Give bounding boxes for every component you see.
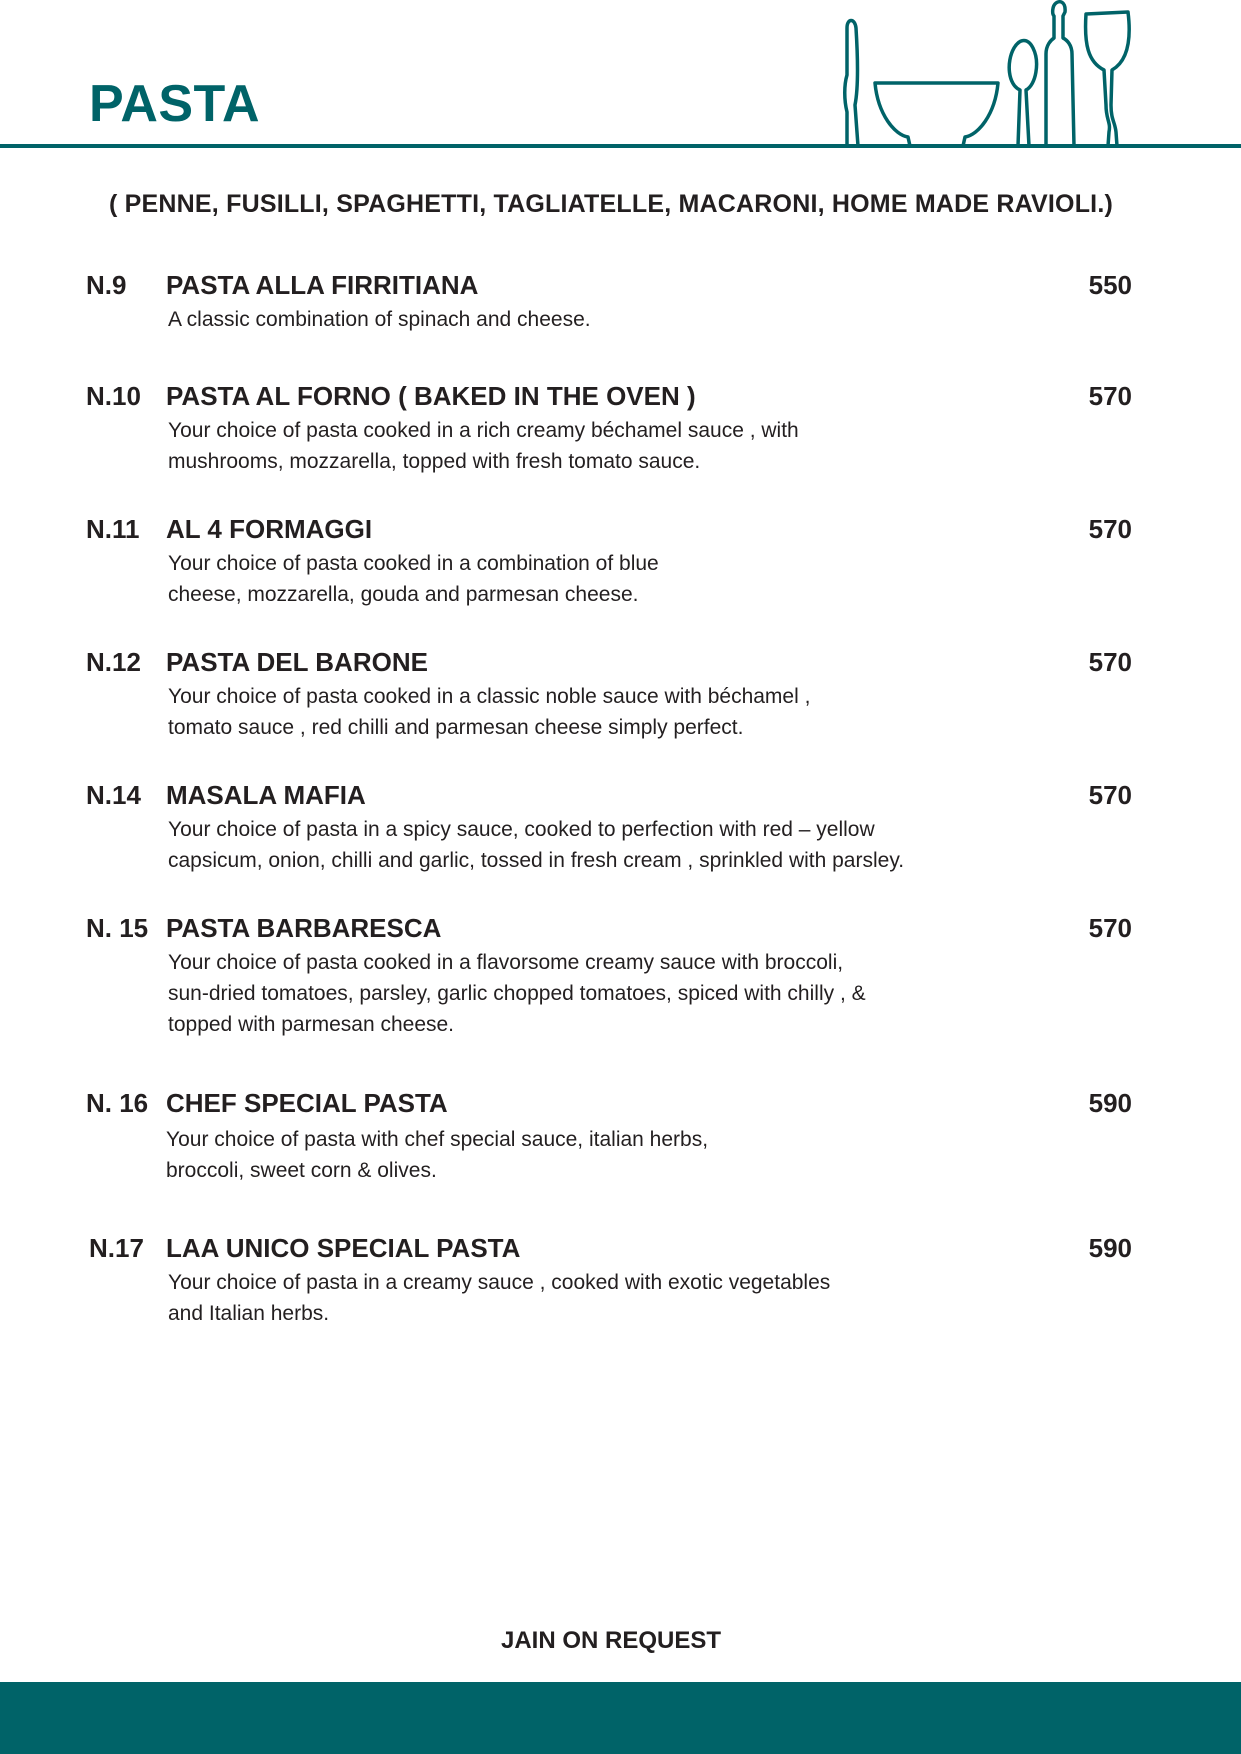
item-number: N.10 [86, 381, 141, 411]
item-price: 570 [1088, 381, 1132, 411]
item-description [168, 947, 866, 1040]
item-description [168, 415, 799, 477]
jain-on-request-note: JAIN ON REQUEST [500, 1627, 722, 1654]
item-price: 570 [1088, 647, 1132, 677]
description-line: tomato sauce , red chilli and parmesan cheese simply perfect. [168, 716, 744, 739]
item-description [168, 548, 659, 610]
description-line: broccoli, sweet corn & olives. [166, 1159, 437, 1182]
description-line: A classic combination of spinach and cheese. [168, 308, 591, 331]
item-price: 590 [1088, 1233, 1132, 1263]
item-price: 590 [1088, 1088, 1132, 1118]
item-number: N.11 [86, 514, 140, 544]
item-number: N.9 [86, 270, 127, 300]
item-name: CHEF SPECIAL PASTA [166, 1088, 448, 1118]
item-name: PASTA DEL BARONE [166, 647, 428, 677]
item-description [168, 1267, 830, 1329]
description-line: Your choice of pasta in a creamy sauce , cooked with exotic vegetables [168, 1271, 831, 1294]
item-number: N.14 [86, 780, 141, 810]
description-line: Your choice of pasta with chef special sauce, italian herbs, [166, 1128, 709, 1151]
description-line: cheese, mozzarella, gouda and parmesan cheese. [168, 583, 639, 606]
page-title: PASTA [89, 75, 261, 133]
item-description [168, 814, 904, 876]
description-line: sun-dried tomatoes, parsley, garlic chopped tomatoes, spiced with chilly , & [168, 982, 866, 1005]
item-description [168, 681, 810, 743]
item-number: N. 16 [86, 1088, 149, 1118]
item-price: 570 [1088, 780, 1132, 810]
description-line: Your choice of pasta cooked in a rich creamy béchamel sauce , with [168, 419, 799, 442]
item-name: LAA UNICO SPECIAL PASTA [166, 1233, 521, 1263]
description-line: topped with parmesan cheese. [168, 1013, 455, 1036]
item-name: PASTA ALLA FIRRITIANA [166, 270, 479, 300]
item-price: 570 [1088, 913, 1132, 943]
kitchenware-icon [830, 0, 1140, 150]
item-name: AL 4 FORMAGGI [166, 514, 373, 544]
footer-bar [0, 1682, 1241, 1754]
item-number: N.17 [89, 1233, 144, 1263]
item-name: MASALA MAFIA [166, 780, 366, 810]
description-line: Your choice of pasta in a spicy sauce, cooked to perfection with red – yellow [168, 818, 875, 841]
description-line: capsicum, onion, chilli and garlic, tossed in fresh cream , sprinkled with parsley. [168, 849, 905, 872]
item-number: N. 15 [86, 913, 149, 943]
item-name: PASTA BARBARESCA [166, 913, 442, 943]
item-number: N.12 [86, 647, 141, 677]
pasta-types-subtitle: ( PENNE, FUSILLI, SPAGHETTI, TAGLIATELLE, MACARONI, HOME MADE RAVIOLI.) [109, 190, 1113, 218]
description-line: Your choice of pasta cooked in a combination of blue [168, 552, 659, 575]
description-line: and Italian herbs. [168, 1302, 330, 1325]
description-line: mushrooms, mozzarella, topped with fresh tomato sauce. [168, 450, 701, 473]
item-name: PASTA AL FORNO ( BAKED IN THE OVEN ) [166, 381, 696, 411]
description-line: Your choice of pasta cooked in a classic noble sauce with béchamel , [168, 685, 811, 708]
item-price: 570 [1088, 514, 1132, 544]
header-divider [0, 144, 1241, 148]
description-line: Your choice of pasta cooked in a flavorsome creamy sauce with broccoli, [168, 951, 844, 974]
item-description [166, 1124, 708, 1186]
item-price: 550 [1088, 270, 1132, 300]
item-description [168, 304, 591, 335]
